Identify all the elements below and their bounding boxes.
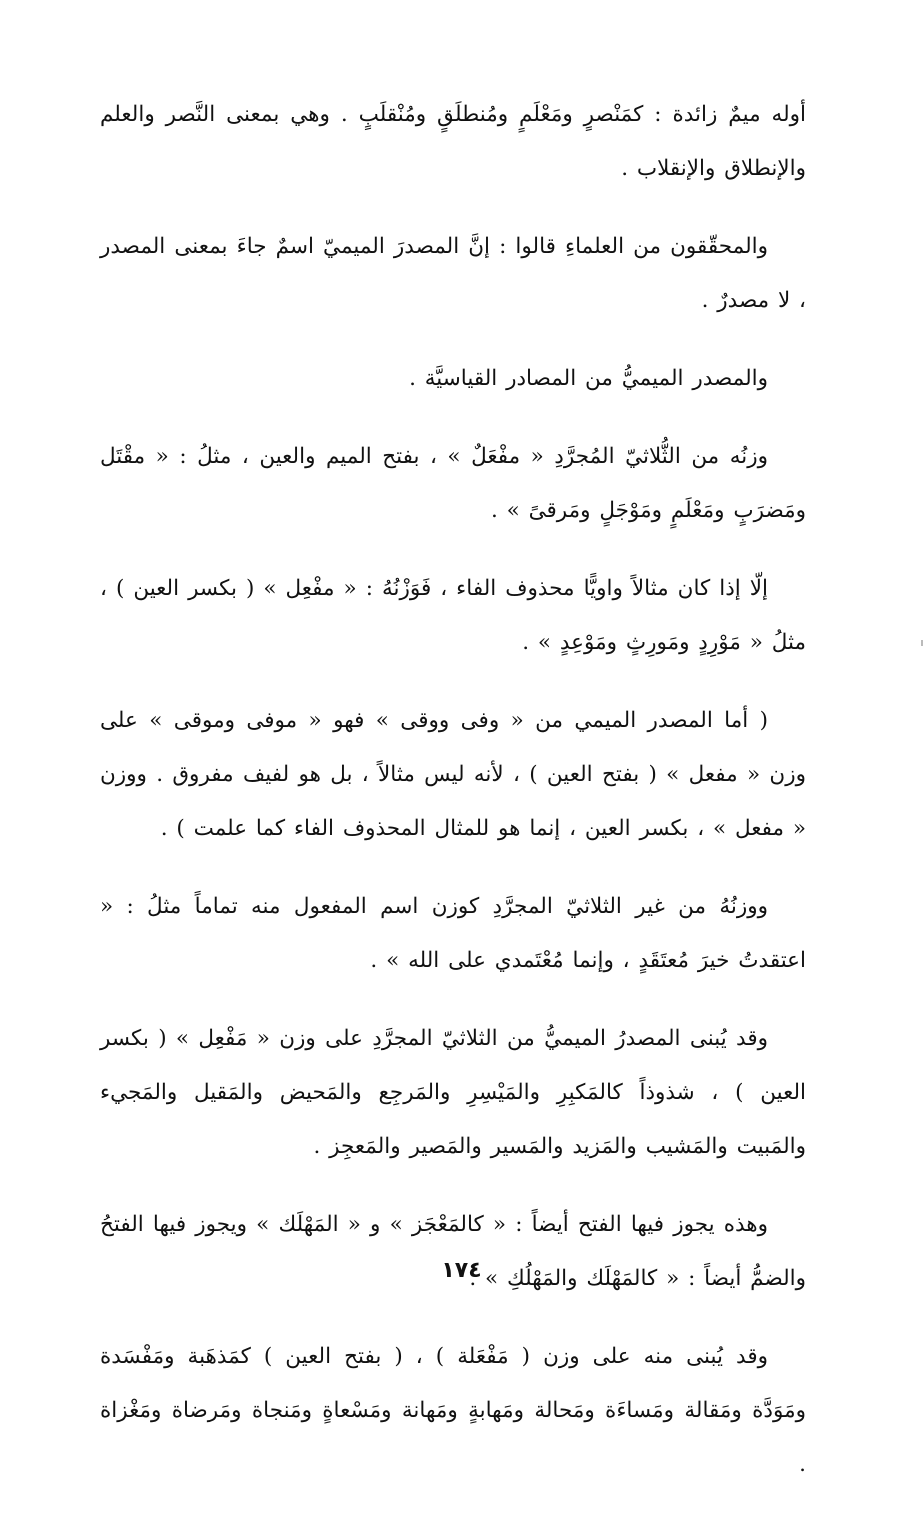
paragraph-7: ووزنُهُ من غير الثلاثيّ المجرَّدِ كوزن اسم المفعول منه تماماً مثلُ : « اعتقدتُ خيرَ مُعتَقَدٍ ، وإنما مُعْتَمدي على الله » . (100, 894, 806, 973)
paragraph-4: وزنُه من الثُّلاثيّ المُجرَّدِ « مفْعَلٌ » ، بفتح الميم والعين ، مثلُ : « مقْتَل ومَضرَبٍ ومَعْلَمٍ ومَوْجَلٍ ومَرقىً » . (100, 444, 806, 523)
paragraph-3: والمصدر الميميُّ من المصادر القياسيَّة . (409, 366, 768, 391)
paragraph-10: وقد يُبنى منه على وزن ( مَفْعَلة ) ، ( بفتح العين ) كمَذهَبة ومَفْسَدة ومَوَدَّة ومَقالة ومَساءَة ومَحالة ومَهابةٍ ومَهانة ومَسْعاةٍ ومَنجاة ومَرضاة ومَغْزاة . (100, 1344, 806, 1477)
body-text (100, 88, 806, 1516)
paragraph-1: أوله ميمٌ زائدة : كمَنْصرٍ ومَعْلَمٍ ومُنطلَقٍ ومُنْقلَبٍ . وهي بمعنى النَّصر والعلم والإنطلاق والإنقلاب . (100, 102, 806, 181)
paragraph-5: إلّا إذا كان مثالاً واويًّا محذوف الفاء ، فَوَزْنُهُ : « مفْعِل » ( بكسر العين ) ، مثلُ « مَوْرِدٍ ومَورِثٍ ومَوْعِدٍ » . (100, 576, 806, 655)
paragraph-8: وقد يُبنى المصدرُ الميميُّ من الثلاثيّ المجرَّدِ على وزن « مَفْعِل » ( بكسر العين ) ، شذوذاً كالمَكبِرِ والمَيْسِرِ والمَرجِع والمَحيض والمَقيل والمَجيء والمَبيت والمَشيب والمَزيد والمَسير والمَصير والمَعجِز . (100, 1026, 806, 1159)
paragraph-2: والمحقّقون من العلماءِ قالوا : إنَّ المصدرَ الميميّ اسمٌ جاءَ بمعنى المصدر ، لا مصدرٌ . (100, 234, 806, 313)
paragraph-6: ( أما المصدر الميمي من « وفى ووقى » فهو « موفى وموقى » على وزن « مفعل » ( بفتح العين ) ، لأنه ليس مثالاً ، بل هو لفيف مفروق . ووزن « مفعل » ، بكسر العين ، إنما هو للمثال المحذوف الفاء كما علمت ) . (100, 708, 806, 841)
paragraph-9: وهذه يجوز فيها الفتح أيضاً : « كالمَعْجَز » و « المَهْلَك » ويجوز فيها الفتحُ والضمُّ أيضاً : « كالمَهْلَك والمَهْلُكِ » . (100, 1212, 806, 1291)
page-number: ١٧٤ (441, 1258, 482, 1283)
